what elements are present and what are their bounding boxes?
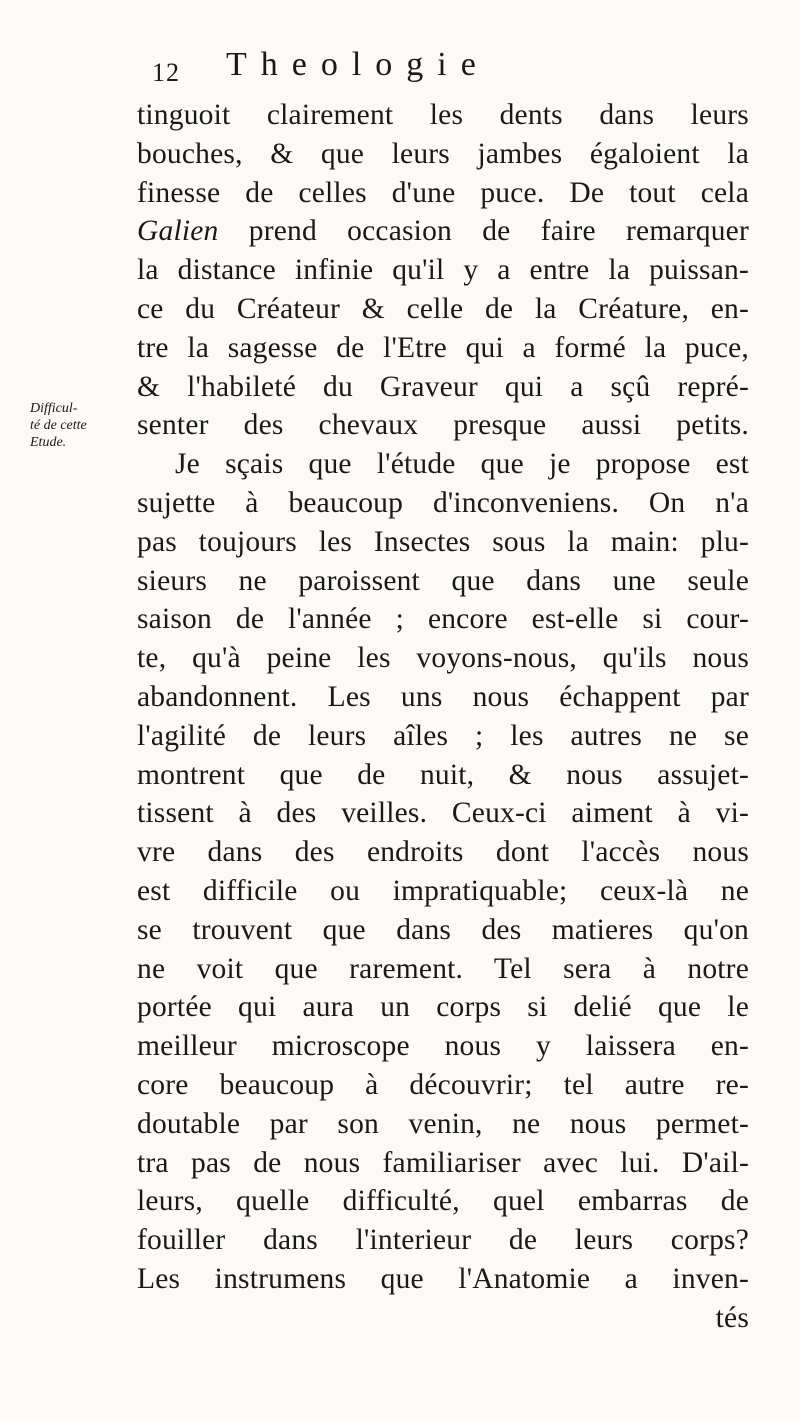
text-line: tinguoit clairement les dents dans leurs <box>137 99 749 131</box>
italic-name: Galien <box>137 215 219 248</box>
text-line: meilleur microscope nous y laissera en- <box>137 1030 749 1063</box>
text-line <box>137 212 749 251</box>
text-line: vre dans des endroits dont l'accès nous <box>137 836 749 869</box>
text-line: montrent que de nuit, & nous assujet- <box>137 758 749 791</box>
running-head: Theologie <box>226 46 490 83</box>
page-number: 12 <box>152 58 180 87</box>
body-text <box>137 96 749 1338</box>
text-line: saison de l'année ; encore est-elle si cour- <box>137 603 749 636</box>
text-line: tra pas de nous familiariser avec lui. D'ail- <box>137 1146 749 1179</box>
text-line: sieurs ne paroissent que dans une seule <box>137 564 749 597</box>
catchword: tés <box>715 1301 749 1334</box>
text-line: ce du Créateur & celle de la Créature, en- <box>137 292 749 325</box>
text-line: te, qu'à peine les voyons-nous, qu'ils nous <box>137 642 749 675</box>
text-line: core beaucoup à découvrir; tel autre re- <box>137 1068 749 1101</box>
text-line: fouiller dans l'interieur de leurs corps? <box>137 1224 749 1257</box>
text-line: l'agilité de leurs aîles ; les autres ne se <box>137 719 749 752</box>
text-line: sujette à beaucoup d'inconveniens. On n'a <box>137 486 749 519</box>
text-line: tre la sagesse de l'Etre qui a formé la puce, <box>137 331 749 364</box>
text-line: pas toujours les Insectes sous la main: plu- <box>137 525 749 558</box>
text-line: finesse de celles d'une puce. De tout cela <box>137 176 749 209</box>
marginal-note-line: Difficul- <box>30 401 78 416</box>
text-line: tissent à des veilles. Ceux-ci aiment à vi- <box>137 797 749 830</box>
text-line: leurs, quelle difficulté, quel embarras de <box>137 1185 749 1218</box>
text-line: abandonnent. Les uns nous échappent par <box>137 680 749 713</box>
text-line: bouches, & que leurs jambes égaloient la <box>137 137 749 170</box>
marginal-note-line: Etude. <box>30 435 67 450</box>
text-line: portée qui aura un corps si delié que le <box>137 991 749 1024</box>
text-line: Les instrumens que l'Anatomie a inven- <box>137 1262 749 1295</box>
text-line: ne voit que rarement. Tel sera à notre <box>137 952 749 985</box>
text-line: est difficile ou impratiquable; ceux-là ne <box>137 874 749 907</box>
text-run: prend occasion de faire remarquer <box>218 215 749 248</box>
text-line: la distance infinie qu'il y a entre la puissan- <box>137 254 749 287</box>
marginal-note-line: té de cette <box>30 418 87 433</box>
text-line: & l'habileté du Graveur qui a sçû repré- <box>137 370 749 403</box>
text-line: doutable par son venin, ne nous permet- <box>137 1107 749 1140</box>
text-line: senter des chevaux presque aussi petits. <box>137 409 749 442</box>
text-line: Je sçais que l'étude que je propose est <box>175 448 749 481</box>
text-line: se trouvent que dans des matieres qu'on <box>137 913 749 946</box>
marginal-note <box>30 400 130 451</box>
